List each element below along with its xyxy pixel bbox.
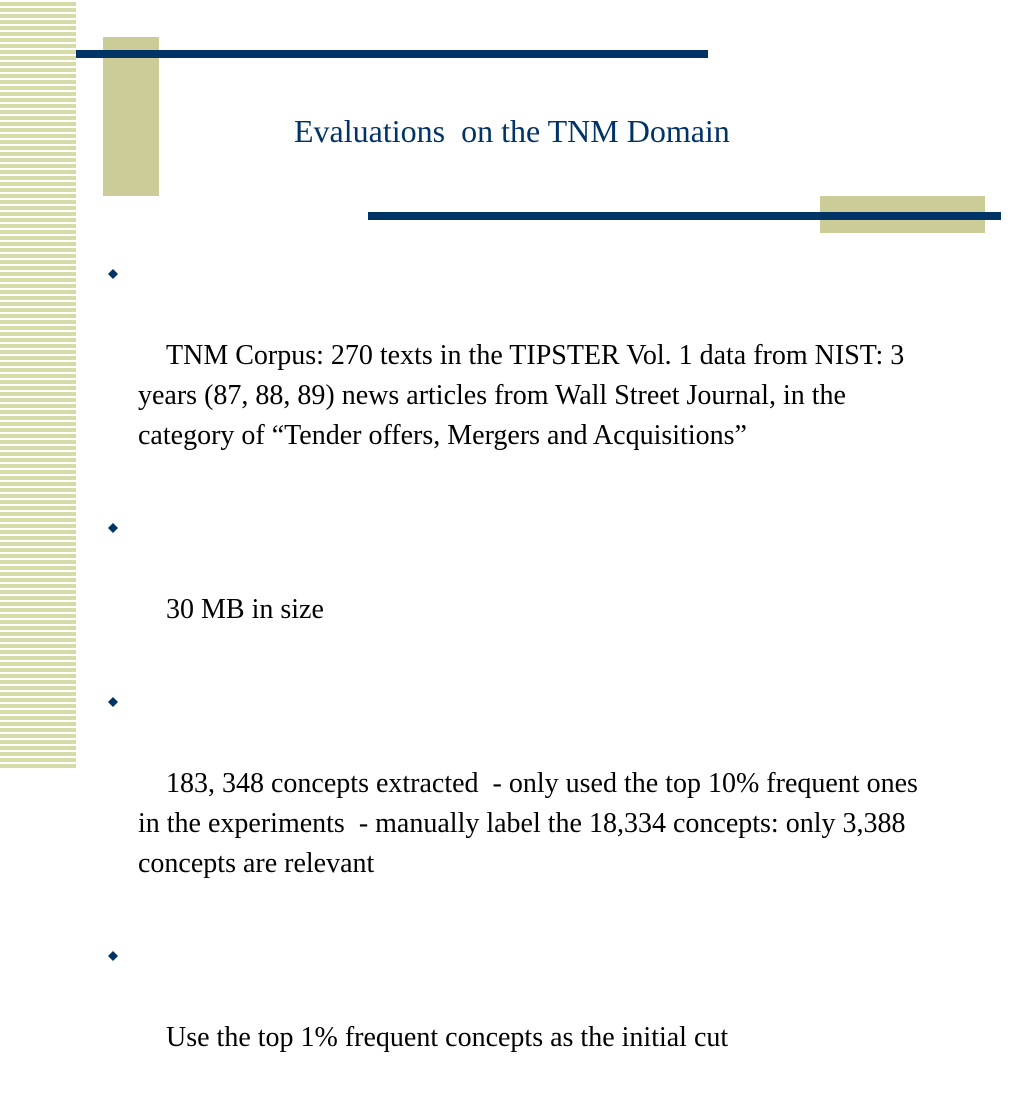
slide-title: Evaluations on the TNM Domain — [294, 113, 730, 149]
diamond-bullet-icon — [108, 523, 118, 533]
bullet-list — [106, 256, 926, 1112]
diamond-bullet-icon — [108, 951, 118, 961]
bullet-item — [106, 256, 926, 496]
bullet-text: 183, 348 concepts extracted - only used the top 10% frequent ones in the experiments - manually label the 18,334 concepts: only 3,388 concepts are relevant — [138, 768, 925, 879]
decorative-navy-bar-top — [76, 50, 708, 58]
decorative-navy-bar-bottom — [368, 212, 1001, 220]
bullet-item — [106, 684, 926, 924]
bullet-text: 30 MB in size — [166, 594, 324, 625]
bullet-text: Use the top 1% frequent concepts as the initial cut — [166, 1022, 729, 1053]
decorative-olive-block-left — [103, 37, 159, 196]
bullet-item — [106, 510, 926, 670]
diamond-bullet-icon — [108, 269, 118, 279]
diamond-bullet-icon — [108, 697, 118, 707]
bullet-text: TNM Corpus: 270 texts in the TIPSTER Vol. 1 data from NIST: 3 years (87, 88, 89) news articles from Wall Street Journal, in the category of “Tender offers, Mergers and Acquisitions” — [138, 340, 912, 451]
bullet-item — [106, 938, 926, 1098]
decorative-striped-border — [0, 0, 76, 768]
